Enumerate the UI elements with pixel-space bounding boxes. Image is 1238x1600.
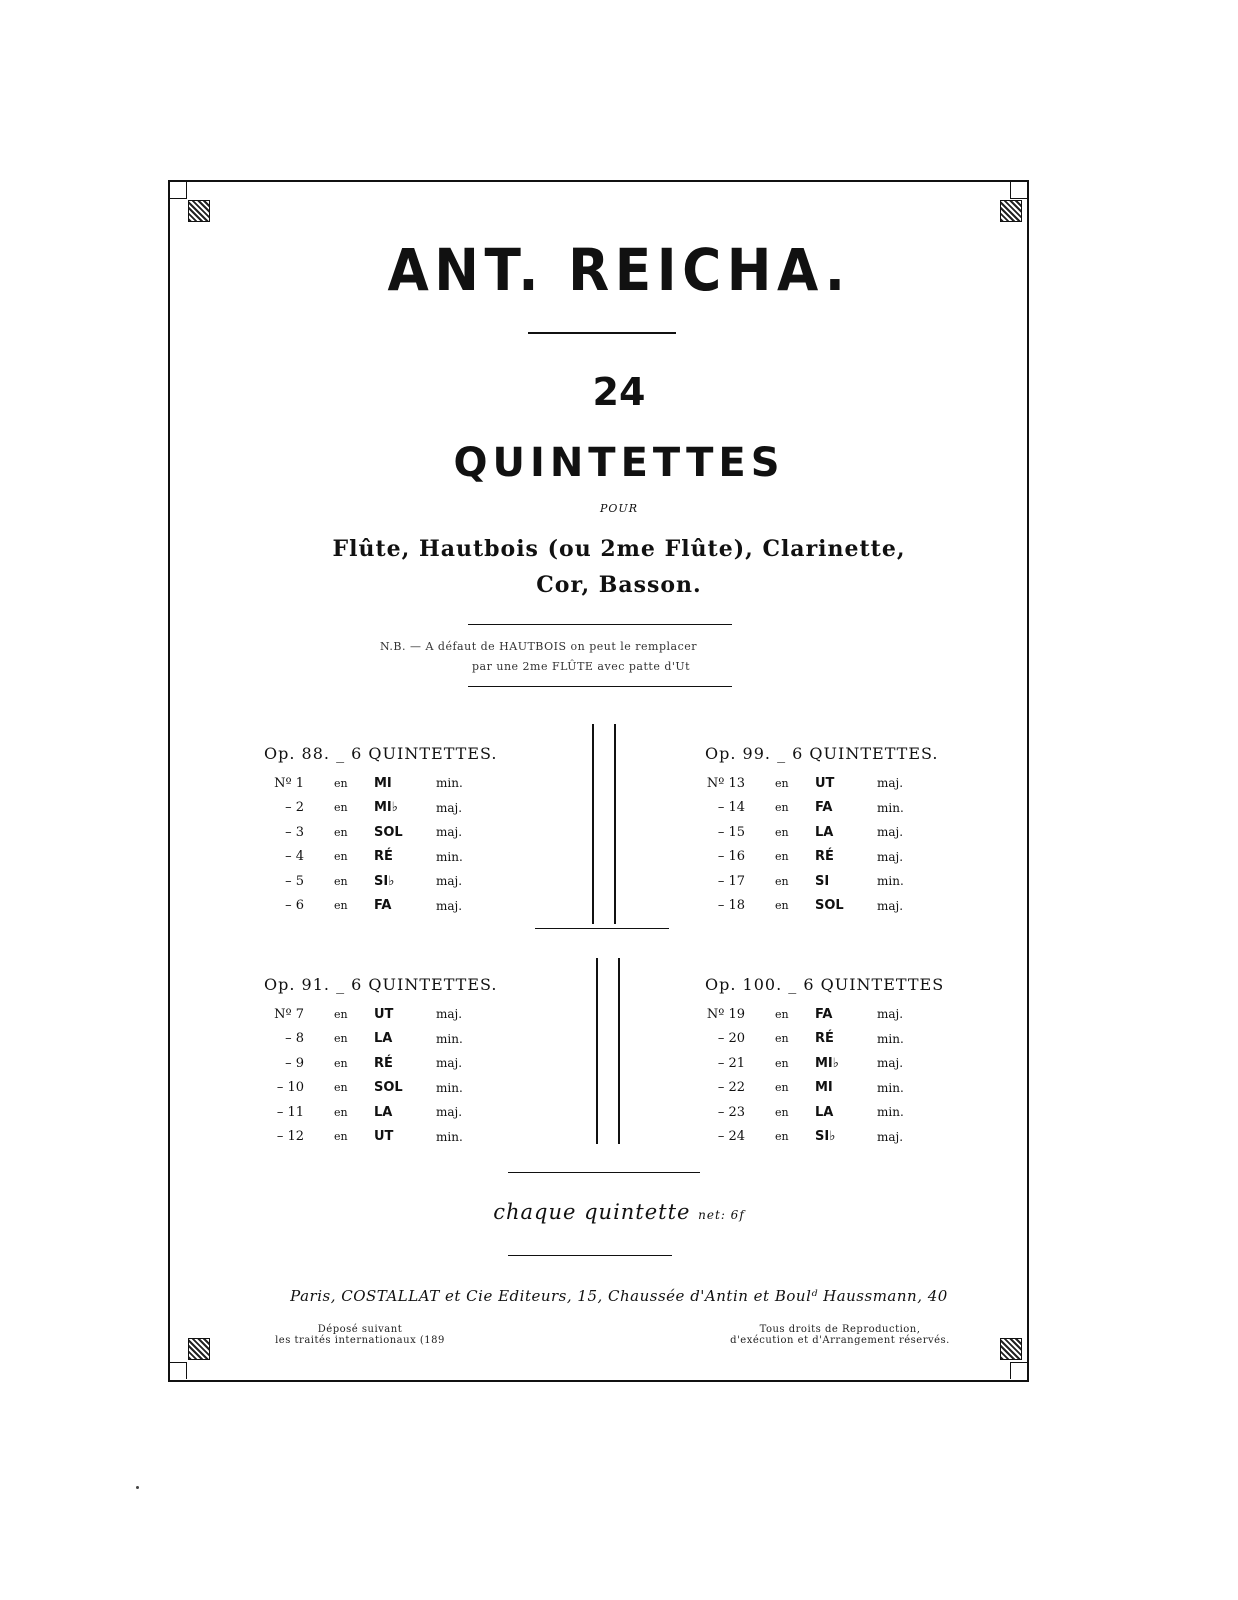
list-item: – 9 en RÉ maj. [285, 1055, 463, 1071]
work-title: QUINTETTES [453, 440, 785, 486]
divider [468, 686, 732, 687]
list-item: – 6 en FA maj. [285, 898, 463, 914]
list-item: Nº 7 en UT maj. [274, 1006, 463, 1022]
divider [508, 1255, 672, 1256]
opus-title: Op. 100. _ 6 QUINTETTES [705, 975, 945, 994]
list-item: Nº 19 en FA maj. [706, 1006, 904, 1022]
list-item: Nº 13 en UT maj. [706, 775, 904, 791]
quintette-count: 24 [592, 370, 646, 414]
opus-88-list [264, 744, 544, 918]
column-divider-ornament [596, 958, 620, 1144]
list-item: – 20 en RÉ min. [717, 1031, 904, 1047]
price-net: net: 6f [698, 1208, 745, 1222]
opus-title: Op. 99. _ 6 QUINTETTES. [705, 744, 939, 763]
list-item: – 18 en SOL maj. [717, 898, 904, 914]
divider [508, 1172, 700, 1173]
instruments-line-1: Flûte, Hautbois (ou 2me Flûte), Clarinette, [332, 536, 906, 562]
divider [528, 332, 676, 334]
list-item: – 14 en FA min. [717, 800, 904, 816]
list-item: – 15 en LA maj. [717, 824, 904, 840]
list-item: – 12 en UT min. [276, 1129, 463, 1145]
instruments-line-2: Cor, Basson. [536, 572, 702, 598]
price-text: chaque quintette [493, 1200, 691, 1224]
list-item: – 8 en LA min. [285, 1031, 463, 1047]
opus-title: Op. 88. _ 6 QUINTETTES. [264, 744, 498, 763]
corner-ornament-bottom-right [1000, 1338, 1022, 1360]
opus-91-list [264, 975, 544, 1149]
corner-ornament-top-left [188, 200, 210, 222]
list-item: – 22 en MI min. [717, 1080, 904, 1096]
corner-mark [1010, 1362, 1027, 1379]
stray-mark [136, 1486, 139, 1489]
opus-100-list [705, 975, 985, 1149]
list-item: – 16 en RÉ maj. [717, 849, 904, 865]
list-item: – 21 en MI♭ maj. [717, 1055, 904, 1071]
list-item: Nº 1 en MI min. [274, 775, 463, 791]
list-item: – 11 en LA maj. [276, 1104, 463, 1120]
list-item: – 2 en MI♭ maj. [285, 800, 463, 816]
list-item: – 10 en SOL min. [276, 1080, 463, 1096]
legal-deposit-note: Déposé suivant les traités internationaux (189 [275, 1324, 445, 1346]
price-line [0, 1200, 1238, 1224]
opus-99-list [705, 744, 985, 918]
opus-title: Op. 91. _ 6 QUINTETTES. [264, 975, 498, 994]
corner-ornament-bottom-left [188, 1338, 210, 1360]
list-item: – 4 en RÉ min. [285, 849, 463, 865]
divider [468, 624, 732, 625]
list-item: – 24 en SI♭ maj. [717, 1129, 904, 1145]
corner-mark [170, 182, 187, 199]
list-item: – 5 en SI♭ maj. [285, 873, 463, 889]
pour-label: POUR [600, 502, 638, 515]
publisher-imprint: Paris, COSTALLAT et Cie Editeurs, 15, Chaussée d'Antin et Boulᵈ Haussmann, 40 [290, 1287, 948, 1305]
column-divider-ornament [592, 724, 616, 924]
divider [535, 928, 669, 929]
note-line-2: par une 2me FLÛTE avec patte d'Ut [472, 660, 691, 673]
list-item: – 23 en LA min. [717, 1104, 904, 1120]
note-line-1: N.B. — A défaut de HAUTBOIS on peut le remplacer [380, 640, 698, 653]
list-item: – 17 en SI min. [717, 873, 904, 889]
rights-reserved-note: Tous droits de Reproduction, d'exécution et d'Arrangement réservés. [730, 1324, 950, 1346]
composer-name: ANT. REICHA. [387, 236, 851, 304]
corner-mark [170, 1362, 187, 1379]
corner-ornament-top-right [1000, 200, 1022, 222]
list-item: – 3 en SOL maj. [285, 824, 463, 840]
corner-mark [1010, 182, 1027, 199]
